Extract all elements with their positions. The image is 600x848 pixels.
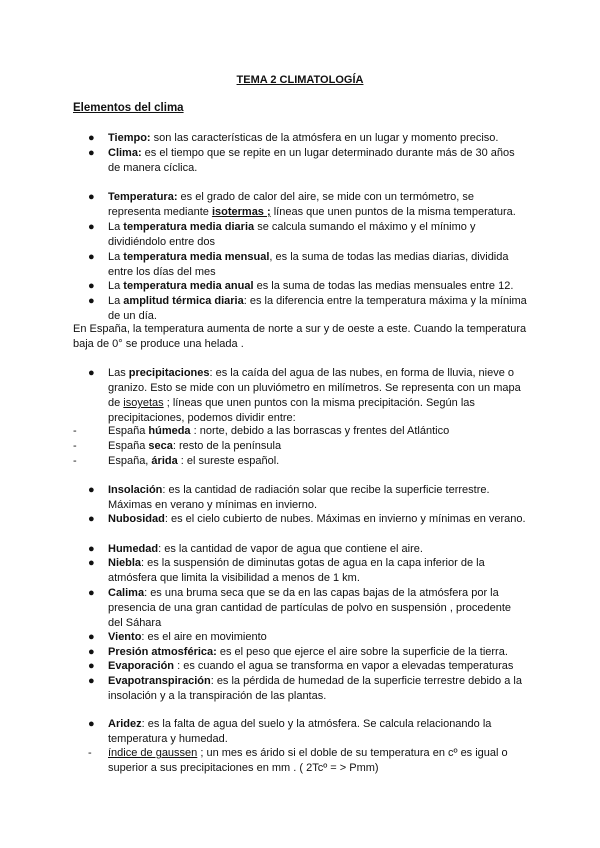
bullet-icon: ●	[88, 251, 95, 263]
definition: : es la suspensión de diminutas gotas de agua en la capa inferior de la atmósfera que limita la visibilidad a menos de 1 km.	[108, 557, 485, 584]
bullet-icon: ●	[88, 646, 95, 658]
definition: es el peso que ejerce el aire sobre la superficie de la tierra.	[216, 646, 508, 658]
bullet-icon: ●	[88, 147, 95, 159]
definition: : es la pérdida de humedad de la superficie terrestre debido a la insolación y a la transpiración de las plantas.	[108, 675, 522, 702]
list-item-media-mensual	[88, 250, 528, 280]
definition: es el tiempo que se repite en un lugar determinado durante más de 30 años de manera cíclica.	[108, 147, 515, 174]
definition: : es el cielo cubierto de nubes. Máximas en invierno y mínimas en verano.	[164, 513, 526, 525]
term: temperatura media mensual	[123, 251, 270, 263]
prefix: España	[108, 440, 149, 452]
dash-icon: -	[73, 425, 77, 437]
term: Evapotranspiración	[108, 675, 211, 687]
definition: son las características de la atmósfera en un lugar y momento preciso.	[150, 132, 499, 144]
term: Niebla	[108, 557, 142, 569]
bullet-icon: ●	[88, 543, 95, 555]
term: precipitaciones	[128, 367, 210, 379]
prefix: La	[108, 295, 124, 307]
definition: : norte, debido a las borrascas y frentes del Atlántico	[190, 425, 450, 437]
bullet-icon: ●	[88, 587, 95, 599]
list-item-evaporacion	[88, 659, 528, 674]
definition: es el grado de calor del aire, se mide con un termómetro, se representa mediante	[108, 191, 475, 218]
definition: : es la falta de agua del suelo y la atmósfera. Se calcula relacionando la temperatura y humedad.	[108, 718, 492, 745]
list-item-nubosidad	[88, 512, 528, 527]
bullet-icon: ●	[88, 295, 95, 307]
prefix: España	[108, 425, 149, 437]
list-item-media-diaria	[88, 220, 528, 250]
list-item-insolacion	[88, 483, 528, 513]
bullet-icon: ●	[88, 513, 95, 525]
list-item-precipitaciones	[88, 366, 528, 426]
term: Temperatura:	[108, 191, 178, 203]
dash-item-seca	[73, 439, 528, 454]
paragraph-espana-temperatura: En España, la temperatura aumenta de norte a sur y de oeste a este. Cuando la temperatura baja de 0° se produce una helada .	[73, 323, 527, 350]
list-item-tiempo	[88, 131, 528, 146]
list-item-temperatura	[88, 190, 528, 220]
bullet-icon: ●	[88, 660, 95, 672]
term: Presión atmosférica:	[108, 646, 217, 658]
list-item-calima	[88, 586, 528, 631]
term: húmeda	[148, 425, 191, 437]
definition: : es la cantidad de vapor de agua que contiene el aire.	[158, 543, 423, 555]
dash-icon: -	[73, 455, 77, 467]
definition: : es una bruma seca que se da en las capas bajas de la atmósfera por la presencia de una gran cantidad de partículas de polvo en suspensión , procedente del Sáhara	[108, 587, 512, 629]
definition: : es la diferencia entre la temperatura máxima y la mínima de un día.	[108, 295, 527, 322]
definition: se calcula sumando el máximo y el mínimo y dividiéndolo entre dos	[108, 221, 476, 248]
section-heading: Elementos del clima	[73, 102, 184, 114]
prefix: La	[108, 251, 124, 263]
term: árida	[151, 455, 178, 467]
definition: : es cuando el agua se transforma en vapor a elevadas temperaturas	[174, 660, 514, 672]
bullet-icon: ●	[88, 280, 95, 292]
list-item-humedad	[88, 542, 528, 557]
bullet-icon: ●	[88, 191, 95, 203]
prefix: España,	[108, 455, 152, 467]
definition: : el sureste español.	[177, 455, 280, 467]
term: temperatura media diaria	[123, 221, 255, 233]
gaussen-link[interactable]: índice de gaussen	[108, 747, 198, 759]
term: amplitud térmica diaria	[123, 295, 244, 307]
bullet-icon: ●	[88, 631, 95, 643]
isotermas-link[interactable]: isotermas ;	[211, 206, 271, 218]
prefix: La	[108, 280, 124, 292]
definition: es la suma de todas las medias mensuales entre 12.	[253, 280, 514, 292]
definition: ; un mes es árido si el doble de su temperatura en cº es igual o superior a sus precipitaciones en mm . ( 2Tcº = > Pmm)	[108, 747, 508, 774]
definition: : es la cantidad de radiación solar que recibe la superficie terrestre. Máximas en verano y mínimas en invierno.	[108, 484, 490, 511]
dash-icon: -	[88, 747, 92, 759]
definition: : es el aire en movimiento	[141, 631, 267, 643]
bullet-icon: ●	[88, 718, 95, 730]
page-title: TEMA 2 CLIMATOLOGÍA	[236, 74, 364, 86]
term: Tiempo:	[108, 132, 151, 144]
dash-icon: -	[73, 440, 77, 452]
bullet-icon: ●	[88, 484, 95, 496]
list-item-aridez	[88, 717, 528, 747]
prefix: Las	[108, 367, 129, 379]
definition: , es la suma de todas las medias diarias, dividida entre los días del mes	[108, 251, 509, 278]
term: Humedad	[108, 543, 159, 555]
bullet-icon: ●	[88, 675, 95, 687]
term: Aridez	[108, 718, 142, 730]
term: Insolación	[108, 484, 163, 496]
definition: : es la caída del agua de las nubes, en forma de lluvia, nieve o granizo. Esto se mide con un pluviómetro en milímetros. Se representa con un mapa de	[108, 367, 521, 409]
term: seca	[148, 440, 173, 452]
term: Nubosidad	[108, 513, 165, 525]
list-item-evapotranspiracion	[88, 674, 528, 704]
list-item-amplitud	[88, 294, 528, 324]
term: Viento	[108, 631, 142, 643]
bullet-icon: ●	[88, 367, 95, 379]
definition: ; líneas que unen puntos con la misma precipitación. Según las precipitaciones, podemos dividir entre:	[108, 397, 475, 424]
term: Evaporación	[108, 660, 175, 672]
bullet-icon: ●	[88, 557, 95, 569]
list-item-clima	[88, 146, 528, 176]
definition: : resto de la península	[172, 440, 282, 452]
dash-item-humeda	[73, 424, 528, 439]
dash-item-gaussen	[88, 746, 528, 776]
bullet-icon: ●	[88, 132, 95, 144]
term: temperatura media anual	[123, 280, 254, 292]
term: Calima	[108, 587, 145, 599]
isoyetas-link[interactable]: isoyetas	[123, 397, 164, 409]
list-item-viento	[88, 630, 528, 645]
prefix: La	[108, 221, 124, 233]
list-item-presion	[88, 645, 528, 660]
bullet-icon: ●	[88, 221, 95, 233]
list-item-media-anual	[88, 279, 528, 294]
definition: líneas que unen puntos de la misma temperatura.	[270, 206, 516, 218]
term: Clima:	[108, 147, 142, 159]
list-item-niebla	[88, 556, 528, 586]
dash-item-arida	[73, 454, 528, 469]
